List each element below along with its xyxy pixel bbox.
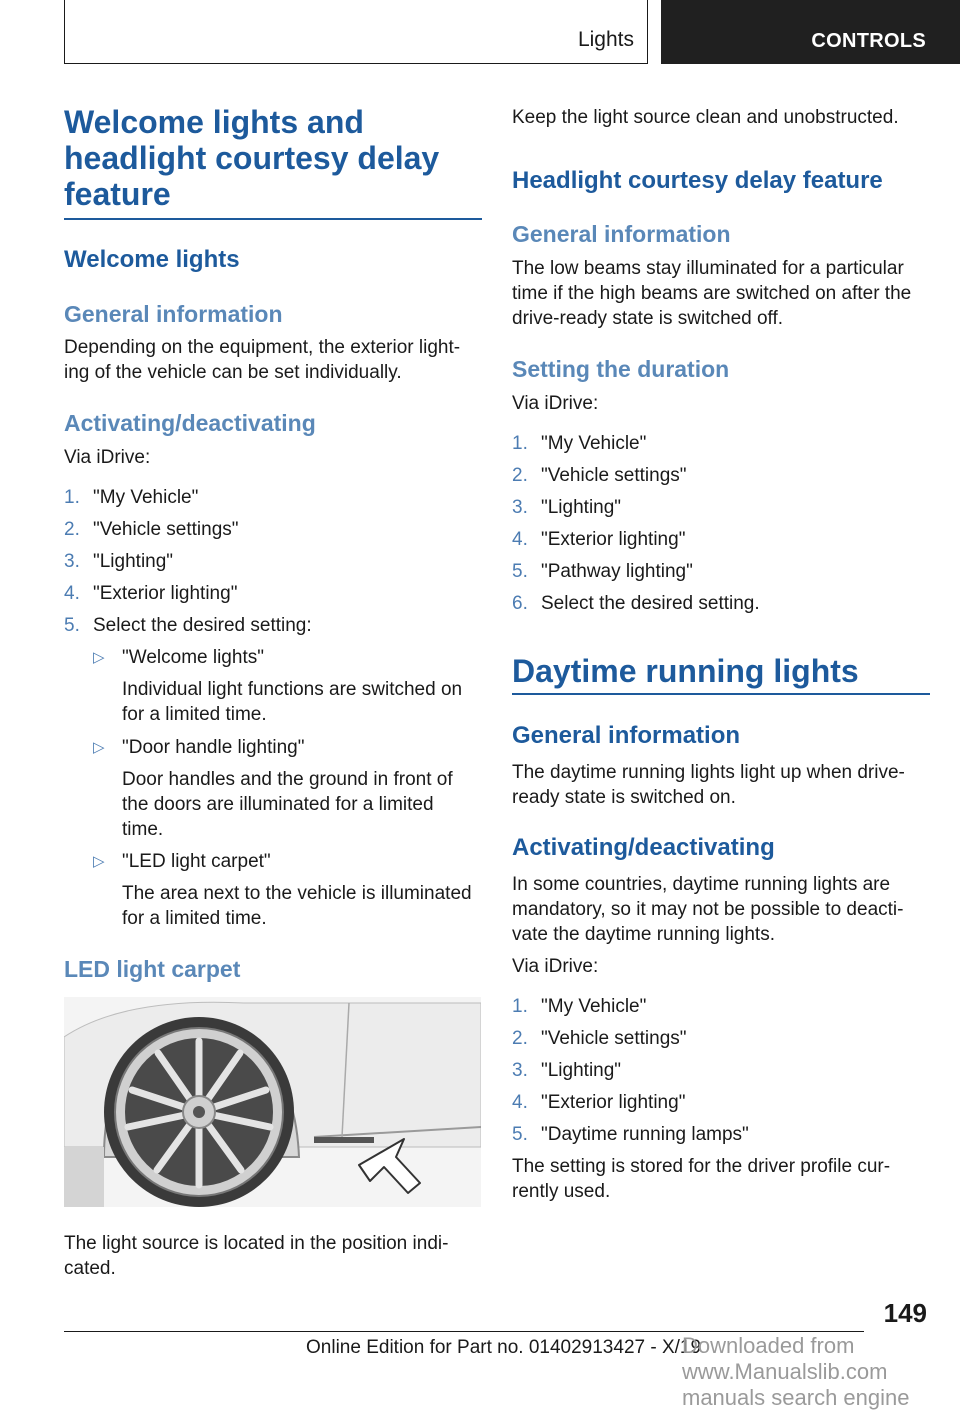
footer-watermark: Downloaded from www.Manualslib.com manuals search engine — [682, 1333, 910, 1410]
page-number: 149 — [883, 1298, 927, 1328]
step-text: Select the desired setting: — [93, 615, 312, 636]
step-number: 3. — [512, 1060, 528, 1081]
step-text: "Pathway lighting" — [541, 561, 693, 582]
heading-courtesy-delay: Headlight courtesy delay feature — [512, 167, 883, 194]
option-description — [122, 881, 482, 931]
text-line: for a limited time. — [122, 704, 267, 725]
text-line: Individual light functions are switched on — [122, 679, 463, 700]
title-line: headlight courtesy delay — [64, 140, 440, 176]
step-number: 4. — [512, 1092, 528, 1113]
paragraph-general — [64, 335, 482, 385]
text-line: the doors are illuminated for a limited — [122, 794, 434, 815]
paragraph-stored-setting — [512, 1154, 930, 1204]
step-text: "My Vehicle" — [541, 996, 647, 1017]
heading-welcome-lights: Welcome lights — [64, 246, 240, 273]
text-line: for a limited time. — [122, 908, 267, 929]
header-section-title: Lights — [577, 28, 634, 51]
step-number: 1. — [64, 487, 80, 508]
header-chapter-label: CONTROLS — [811, 30, 926, 52]
heading-activating: Activating/deactivating — [64, 410, 316, 436]
paragraph-drl-general — [512, 760, 930, 810]
step-text: "Daytime running lamps" — [541, 1124, 749, 1145]
heading-drl-general: General information — [512, 722, 741, 749]
text-line: ready state is switched on. — [512, 787, 736, 808]
header-left-box — [64, 0, 648, 64]
triangle-bullet-icon: ▷ — [93, 739, 105, 756]
title-rule — [512, 693, 930, 695]
step-number: 2. — [512, 1028, 528, 1049]
step-number: 6. — [512, 593, 528, 614]
step-text: Select the desired setting. — [541, 593, 760, 614]
header-chapter-tab — [661, 0, 960, 64]
step-number: 2. — [64, 519, 80, 540]
via-idrive-label: Via iDrive: — [512, 956, 599, 977]
text-line: In some countries, daytime running lights are — [512, 874, 891, 895]
step-text: "Vehicle settings" — [541, 465, 687, 486]
text-line: drive-ready state is switched off. — [512, 308, 784, 329]
wheel-light-carpet-image — [64, 997, 481, 1207]
text-line: The light source is located in the position indi- — [64, 1233, 449, 1254]
title-line: Welcome lights and — [64, 104, 364, 140]
text-line: rently used. — [512, 1181, 611, 1202]
text-line: cated. — [64, 1258, 116, 1279]
option-description — [122, 767, 482, 842]
via-idrive-label: Via iDrive: — [64, 447, 151, 468]
footer-edition-text: Online Edition for Part no. 01402913427 - X/19 — [306, 1337, 702, 1358]
step-text: "Vehicle settings" — [93, 519, 239, 540]
text-line: mandatory, so it may not be possible to deacti- — [512, 899, 904, 920]
text-line: The daytime running lights light up when drive- — [512, 762, 905, 783]
section-title-full — [0, 0, 1, 1]
text-line: The area next to the vehicle is illuminated — [122, 883, 472, 904]
step-text: "My Vehicle" — [541, 433, 647, 454]
step-number: 3. — [512, 497, 528, 518]
step-text: "Exterior lighting" — [541, 529, 686, 550]
step-number: 3. — [64, 551, 80, 572]
keep-clean-text: Keep the light source clean and unobstructed. — [512, 107, 899, 128]
step-text: "Lighting" — [541, 497, 622, 518]
text-line: The setting is stored for the driver profile cur- — [512, 1156, 891, 1177]
step-number: 2. — [512, 465, 528, 486]
step-text: "Exterior lighting" — [93, 583, 238, 604]
heading-drl-activating: Activating/deactivating — [512, 834, 775, 861]
triangle-bullet-icon: ▷ — [93, 853, 105, 870]
car-wheel-illustration — [64, 997, 481, 1207]
option-label: "LED light carpet" — [122, 851, 271, 872]
heading-general-information: General information — [64, 301, 283, 327]
step-number: 5. — [512, 1124, 528, 1145]
text-line: Depending on the equipment, the exterior light- — [64, 337, 461, 358]
title-line: Daytime running lights — [512, 653, 859, 689]
option-label: "Door handle lighting" — [122, 737, 305, 758]
step-number: 5. — [512, 561, 528, 582]
step-number: 1. — [512, 996, 528, 1017]
title-rule — [64, 218, 482, 220]
paragraph-courtesy-general — [512, 256, 930, 331]
option-label: "Welcome lights" — [122, 647, 264, 668]
text-line: vate the daytime running lights. — [512, 924, 775, 945]
text-line: Door handles and the ground in front of — [122, 769, 453, 790]
text-line: ing of the vehicle can be set individually. — [64, 362, 402, 383]
title-line: feature — [64, 176, 171, 212]
footer-rule — [64, 1331, 864, 1332]
figure-caption — [64, 1231, 482, 1281]
step-number: 4. — [512, 529, 528, 550]
section-title-daytime — [512, 653, 930, 689]
step-number: 4. — [64, 583, 80, 604]
step-number: 5. — [64, 615, 80, 636]
step-text: "Lighting" — [541, 1060, 622, 1081]
option-description — [122, 677, 482, 727]
step-text: "My Vehicle" — [93, 487, 199, 508]
paragraph-drl-activating — [512, 872, 930, 947]
step-number: 1. — [512, 433, 528, 454]
text-line: time. — [122, 819, 164, 840]
step-text: "Lighting" — [93, 551, 174, 572]
step-text: "Vehicle settings" — [541, 1028, 687, 1049]
text-line: time if the high beams are switched on after the — [512, 283, 912, 304]
text-line: The low beams stay illuminated for a particular — [512, 258, 904, 279]
step-text: "Exterior lighting" — [541, 1092, 686, 1113]
section-title-welcome — [64, 104, 482, 212]
triangle-bullet-icon: ▷ — [93, 649, 105, 666]
heading-led-light-carpet: LED light carpet — [64, 956, 241, 982]
heading-setting-duration: Setting the duration — [512, 356, 730, 382]
via-idrive-label: Via iDrive: — [512, 393, 599, 414]
heading-general-information: General information — [512, 221, 731, 247]
